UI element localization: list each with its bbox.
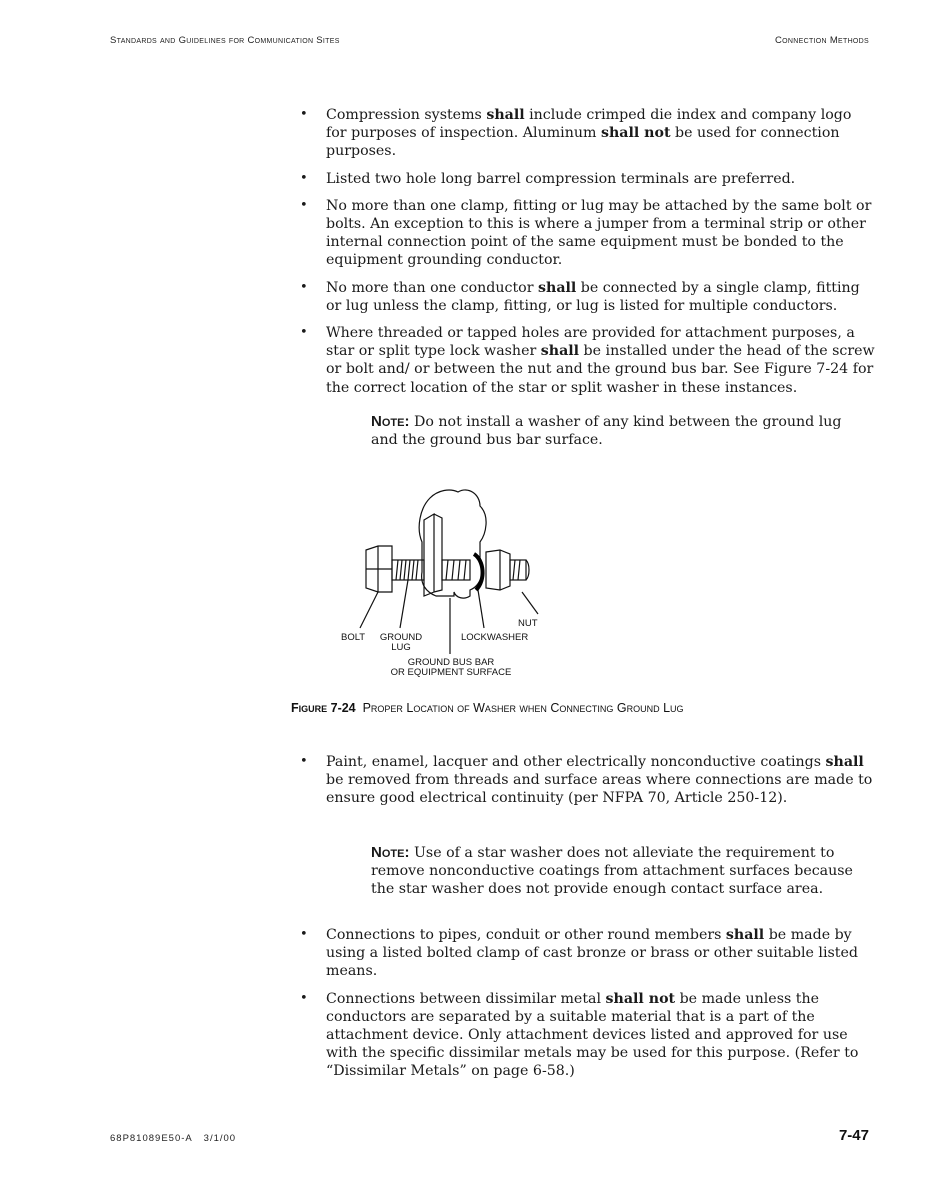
bullet-list-top [300, 106, 875, 406]
list-item: • Paint, enamel, lacquer and other electrically nonconductive coatings shall be removed from threads and surface areas where connections are made to ensure good electrical continuity (per NFPA 70, Article 250-12). [300, 753, 875, 808]
list-item: • No more than one conductor shall be connected by a single clamp, fitting or lug unless the clamp, fitting, or lug is listed for multiple conductors. [300, 279, 875, 315]
label-bolt: BOLT [341, 632, 366, 643]
bullet-list-bottom [300, 926, 875, 1090]
doc-date: 3/1/00 [203, 1133, 237, 1144]
footer-doc-info [110, 1133, 236, 1144]
list-item: • Listed two hole long barrel compression terminals are preferred. [300, 170, 875, 188]
nut [486, 550, 510, 590]
lockwasher [474, 554, 483, 590]
note-washer [371, 413, 871, 449]
bus-bar-outline [419, 490, 486, 598]
label-ground-lug: GROUND LUG [379, 632, 423, 653]
figure-caption [291, 701, 684, 715]
label-lockwasher: LOCKWASHER [461, 632, 529, 643]
figure-title: Proper Location of Washer when Connecting Ground Lug [362, 701, 684, 715]
figure-number: Figure 7-24 [291, 701, 356, 715]
page-number: 7-47 [838, 1127, 869, 1144]
list-item: • No more than one clamp, fitting or lug may be attached by the same bolt or bolts. An exception to this is where a jumper from a terminal strip or other internal connection point of the same equipment must be bonded to the equipment grounding conductor. [300, 197, 875, 270]
note-label: Note: [371, 413, 410, 430]
label-nut: NUT [518, 618, 538, 629]
doc-id: 68P81089E50-A [110, 1133, 193, 1144]
list-item: • Where threaded or tapped holes are provided for attachment purposes, a star or split type lock washer shall be installed under the head of the screw or bolt and/ or between the nut and the ground bus bar. See Figure 7-24 for the correct location of the star or split washer in these instances. [300, 324, 875, 397]
ground-lug-shape [424, 514, 434, 596]
running-header-right: Connection Methods [775, 35, 869, 46]
label-ground-bus-bar: GROUND BUS BAR OR EQUIPMENT SURFACE [390, 657, 512, 678]
running-header-left: Standards and Guidelines for Communication Sites [110, 35, 340, 46]
list-item: • Connections between dissimilar metal shall not be made unless the conductors are separated by a suitable material that is a part of the attachment device. Only attachment devices listed and approved for use with the specific dissimilar metals may be used for this purpose. (Refer to “Dissimilar Metals” on page 6-58.) [300, 990, 875, 1081]
figure-ground-lug [330, 480, 590, 685]
list-item: • Compression systems shall include crimped die index and company logo for purposes of inspection. Aluminum shall not be used for connection purposes. [300, 106, 875, 161]
bullet-list-middle [300, 753, 875, 817]
note-star-washer [371, 844, 871, 899]
note-text: Use of a star washer does not alleviate the requirement to remove nonconductive coatings from attachment surfaces because the star washer does not provide enough contact surface area. [371, 845, 853, 898]
note-text: Do not install a washer of any kind between the ground lug and the ground bus bar surface. [371, 414, 842, 449]
note-label: Note: [371, 844, 410, 861]
ground-lug-diagram [330, 480, 590, 685]
list-item: • Connections to pipes, conduit or other round members shall be made by using a listed bolted clamp of cast bronze or brass or other suitable listed means. [300, 926, 875, 981]
